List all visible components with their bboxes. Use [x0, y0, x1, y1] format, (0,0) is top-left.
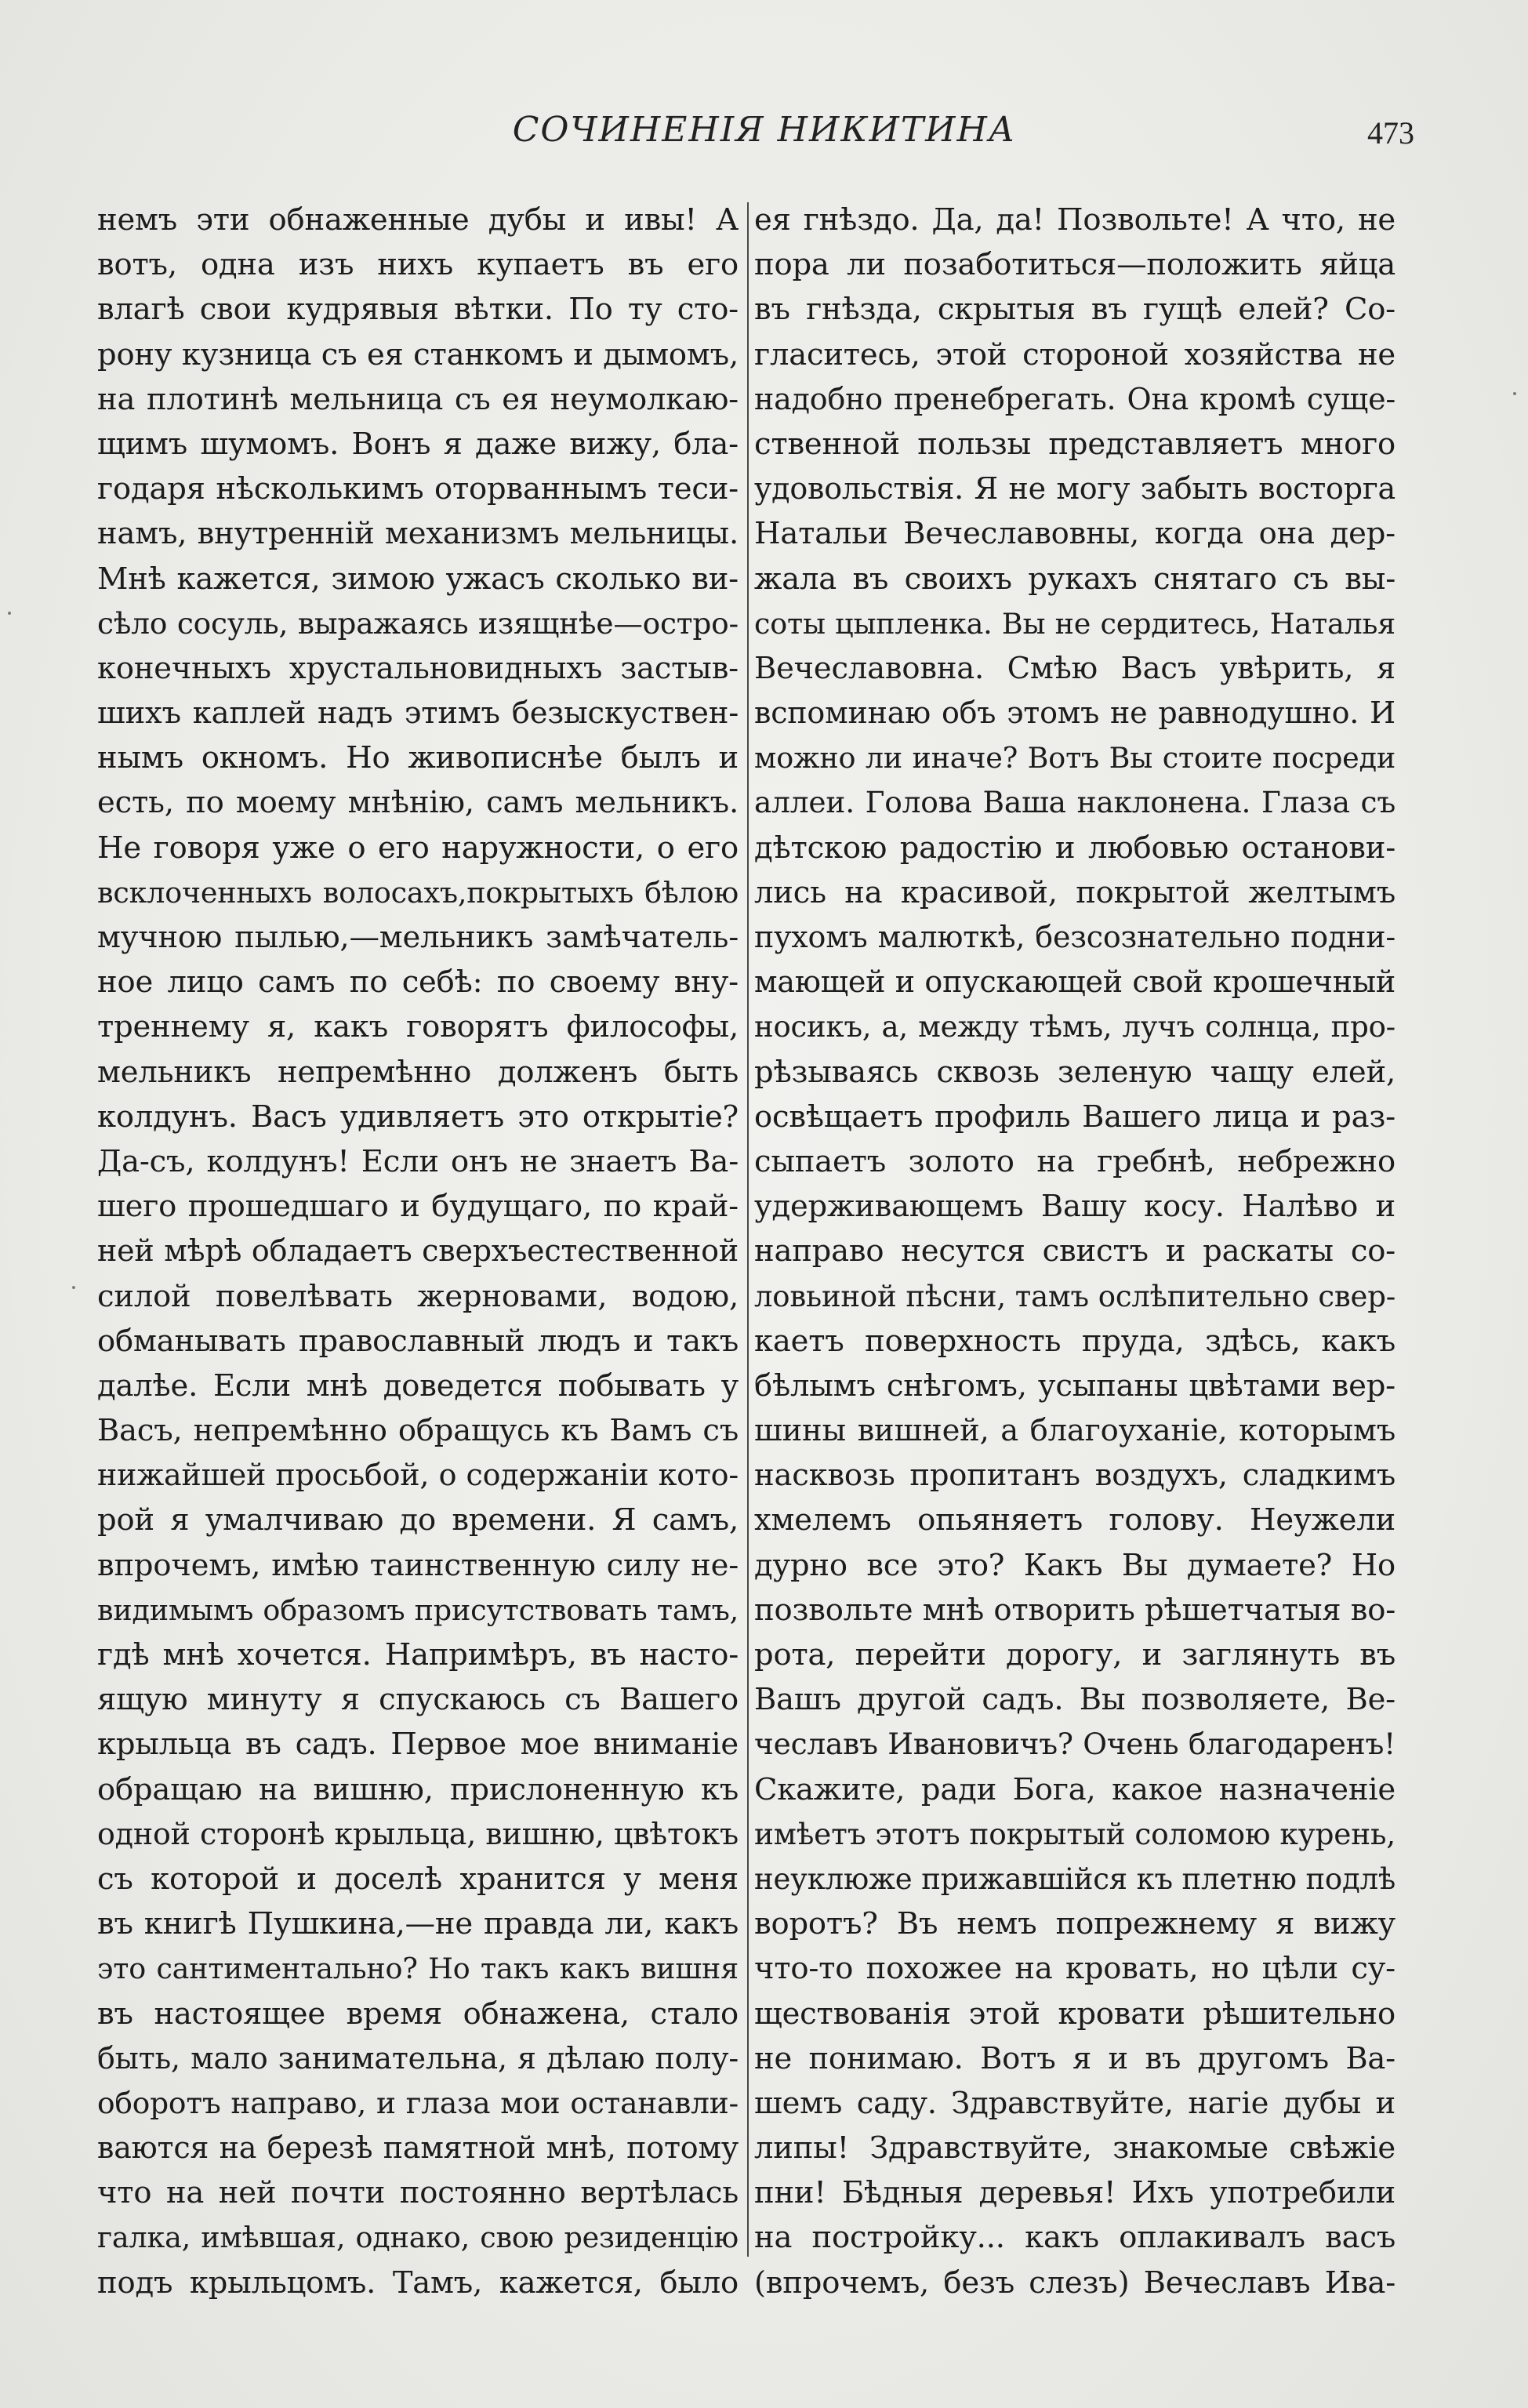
- left-column-line: далѣе. Если мнѣ доведется побывать у: [97, 1367, 739, 1404]
- right-column-line: удовольствія. Я не могу забыть восторга: [754, 471, 1396, 507]
- left-column-line: немъ эти обнаженные дубы и ивы! А: [97, 202, 739, 238]
- left-column-line: треннему я, какъ говорятъ философы,: [97, 1009, 739, 1045]
- right-column-line: пухомъ малюткѣ, безсознательно подни-: [754, 920, 1396, 954]
- left-column-line: Васъ, непремѣнно обращусь къ Вамъ съ: [97, 1413, 739, 1449]
- left-column-line: нымъ окномъ. Но живописнѣе былъ и: [97, 740, 739, 776]
- right-column: [754, 198, 1396, 2305]
- right-column-line: позвольте мнѣ отворить рѣшетчатыя во-: [754, 1592, 1396, 1628]
- right-column-line: Вашъ другой садъ. Вы позволяете, Ве-: [754, 1682, 1396, 1718]
- right-column-line: (впрочемъ, безъ слезъ) Вечеславъ Ива-: [754, 2265, 1396, 2301]
- left-column-line: галка, имѣвшая, однако, свою резиденцію: [97, 2221, 739, 2255]
- left-column-line: щимъ шумомъ. Вонъ я даже вижу, бла-: [97, 426, 739, 462]
- left-column-line: гдѣ мнѣ хочется. Напримѣръ, въ насто-: [97, 1637, 739, 1673]
- right-column-line: Вечеславовна. Смѣю Васъ увѣрить, я: [754, 650, 1396, 686]
- right-column-line: освѣщаетъ профиль Вашего лица и раз-: [754, 1099, 1396, 1135]
- left-column-line: всклоченныхъ волосахъ,покрытыхъ бѣлою: [97, 875, 739, 910]
- left-column-line: шихъ каплей надъ этимъ безыскуствен-: [97, 696, 739, 732]
- right-column-line: Натальи Вечеславовны, когда она дер-: [754, 516, 1396, 552]
- right-column-line: пни! Бѣдныя деревья! Ихъ употребили: [754, 2175, 1396, 2211]
- left-column-line: ное лицо самъ по себѣ: по своему вну-: [97, 964, 739, 1001]
- left-column-line: подъ крыльцомъ. Тамъ, кажется, было: [97, 2265, 739, 2301]
- right-column-line: пора ли позаботиться—положить яйца: [754, 247, 1396, 283]
- left-column-line: впрочемъ, имѣю таинственную силу не-: [97, 1547, 739, 1583]
- left-column-line: съ которой и доселѣ хранится у меня: [97, 1861, 739, 1897]
- right-column-line: сыпаетъ золото на гребнѣ, небрежно: [754, 1143, 1396, 1179]
- left-column-line: быть, мало занимательна, я дѣлаю полу-: [97, 2040, 739, 2076]
- right-column-line: рота, перейти дорогу, и заглянуть въ: [754, 1637, 1396, 1673]
- left-column-line: годаря нѣсколькимъ оторваннымъ теси-: [97, 471, 739, 507]
- left-column-line: ваются на березѣ памятной мнѣ, потому: [97, 2130, 739, 2166]
- left-column-line: это сантиментально? Но такъ какъ вишня: [97, 1952, 739, 1986]
- print-speck: [72, 1286, 75, 1289]
- right-column-line: что-то похожее на кровать, но цѣли су-: [754, 1951, 1396, 1987]
- right-column-line: можно ли иначе? Вотъ Вы стоите посреди: [754, 741, 1396, 775]
- left-column-line: рой я умалчиваю до времени. Я самъ,: [97, 1502, 739, 1538]
- right-column-line: удерживающемъ Вашу косу. Налѣво и: [754, 1189, 1396, 1225]
- right-column-line: дурно все это? Какъ Вы думаете? Но: [754, 1547, 1396, 1583]
- left-column-line: нижайшей просьбой, о содержаніи кото-: [97, 1458, 739, 1493]
- left-column-line: ящую минуту я спускаюсь съ Вашего: [97, 1682, 739, 1718]
- left-column-line: мельникъ непремѣнно долженъ быть: [97, 1054, 739, 1090]
- right-column-line: имѣетъ этотъ покрытый соломою курень,: [754, 1816, 1396, 1851]
- right-column-line: ществованія этой кровати рѣшительно: [754, 1996, 1396, 2032]
- left-column-line: вотъ, одна изъ нихъ купаетъ въ его: [97, 247, 739, 283]
- right-column-line: дѣтскою радостію и любовью останови-: [754, 830, 1396, 866]
- right-column-line: бѣлымъ снѣгомъ, усыпаны цвѣтами вер-: [754, 1367, 1396, 1404]
- right-column-line: шины вишней, а благоуханіе, которымъ: [754, 1413, 1396, 1449]
- left-column-line: крыльца въ садъ. Первое мое вниманіе: [97, 1727, 739, 1763]
- left-column-line: обманывать православный людъ и такъ: [97, 1323, 739, 1359]
- right-column-line: шемъ саду. Здравствуйте, нагіе дубы и: [754, 2085, 1396, 2121]
- left-column-line: видимымъ образомъ присутствовать тамъ,: [97, 1593, 739, 1627]
- right-column-line: аллеи. Голова Ваша наклонена. Глаза съ: [754, 785, 1396, 820]
- right-column-line: направо несутся свистъ и раскаты со-: [754, 1233, 1396, 1269]
- left-column-line: рону кузница съ ея станкомъ и дымомъ,: [97, 336, 739, 372]
- right-column-line: жала въ своихъ рукахъ снятаго съ вы-: [754, 561, 1396, 597]
- left-column-line: одной сторонѣ крыльца, вишню, цвѣтокъ: [97, 1816, 739, 1851]
- print-speck: [1513, 392, 1516, 395]
- right-column-line: гласитесь, этой стороной хозяйства не: [754, 336, 1396, 372]
- right-column-line: ея гнѣздо. Да, да! Позвольте! А что, не: [754, 202, 1396, 238]
- print-speck: [8, 612, 11, 615]
- left-column-line: въ настоящее время обнажена, стало: [97, 1996, 739, 2032]
- right-column-line: надобно пренебрегать. Она кромѣ суще-: [754, 381, 1396, 416]
- right-column-line: хмелемъ опьяняетъ голову. Неужели: [754, 1502, 1396, 1538]
- left-column-line: на плотинѣ мельница съ ея неумолкаю-: [97, 381, 739, 417]
- left-column-line: сѣло сосуль, выражаясь изящнѣе—остро-: [97, 605, 739, 641]
- left-column-line: ней мѣрѣ обладаетъ сверхъестественной: [97, 1233, 739, 1269]
- left-column-line: въ книгѣ Пушкина,—не правда ли, какъ: [97, 1906, 739, 1942]
- left-column-line: Не говоря уже о его наружности, о его: [97, 830, 739, 866]
- right-column-line: въ гнѣзда, скрытыя въ гущѣ елей? Со-: [754, 292, 1396, 328]
- left-column-line: обращаю на вишню, прислоненную къ: [97, 1771, 739, 1807]
- column-divider: [747, 202, 749, 2257]
- left-column-line: Да-съ, колдунъ! Если онъ не знаетъ Ва-: [97, 1143, 739, 1179]
- right-column-line: липы! Здравствуйте, знакомые свѣжіе: [754, 2130, 1396, 2166]
- right-column-line: на постройку... какъ оплакивалъ васъ: [754, 2220, 1396, 2256]
- right-column-line: вспоминаю объ этомъ не равнодушно. И: [754, 696, 1396, 731]
- right-column-line: соты цыпленка. Вы не сердитесь, Наталья: [754, 606, 1396, 641]
- left-column-line: колдунъ. Васъ удивляетъ это открытіе?: [97, 1099, 739, 1135]
- left-column-line: намъ, внутренній механизмъ мельницы.: [97, 516, 739, 552]
- right-column-line: рѣзываясь сквозь зеленую чащу елей,: [754, 1054, 1396, 1090]
- right-column-line: мающей и опускающей свой крошечный: [754, 964, 1396, 1000]
- left-column-line: силой повелѣвать жерновами, водою,: [97, 1278, 739, 1314]
- page-number: 473: [1367, 115, 1414, 151]
- right-column-line: лись на красивой, покрытой желтымъ: [754, 874, 1396, 910]
- right-column-line: каетъ поверхность пруда, здѣсь, какъ: [754, 1323, 1396, 1359]
- right-column-line: носикъ, а, между тѣмъ, лучъ солнца, про-: [754, 1010, 1396, 1044]
- left-column-line: Мнѣ кажется, зимою ужасъ сколько ви-: [97, 561, 739, 597]
- right-column-line: чеславъ Ивановичъ? Очень благодаренъ!: [754, 1727, 1396, 1762]
- right-column-line: насквозь пропитанъ воздухъ, сладкимъ: [754, 1458, 1396, 1494]
- left-column-line: что на ней почти постоянно вертѣлась: [97, 2175, 739, 2211]
- right-column-line: воротъ? Въ немъ попрежнему я вижу: [754, 1906, 1396, 1942]
- right-column-line: не понимаю. Вотъ я и въ другомъ Ва-: [754, 2040, 1396, 2076]
- running-title: СОЧИНЕНІЯ НИКИТИНА: [512, 110, 1017, 150]
- left-column-line: оборотъ направо, и глаза мои останавли-: [97, 2085, 739, 2120]
- left-column-line: мучною пылью,—мельникъ замѣчатель-: [97, 920, 739, 955]
- page-header: [94, 110, 1435, 157]
- left-column-line: есть, по моему мнѣнію, самъ мельникъ.: [97, 785, 739, 821]
- left-column-line: конечныхъ хрустальновидныхъ застыв-: [97, 650, 739, 686]
- right-column-line: Скажите, ради Бога, какое назначеніе: [754, 1771, 1396, 1807]
- left-column-line: шего прошедшаго и будущаго, по край-: [97, 1189, 739, 1225]
- right-column-line: ственной пользы представляетъ много: [754, 426, 1396, 462]
- right-column-line: неуклюже прижавшійся къ плетню подлѣ: [754, 1861, 1396, 1896]
- left-column: [97, 198, 739, 2305]
- left-column-line: влагѣ свои кудрявыя вѣтки. По ту сто-: [97, 292, 739, 328]
- right-column-line: ловьиной пѣсни, тамъ ослѣпительно свер-: [754, 1279, 1396, 1313]
